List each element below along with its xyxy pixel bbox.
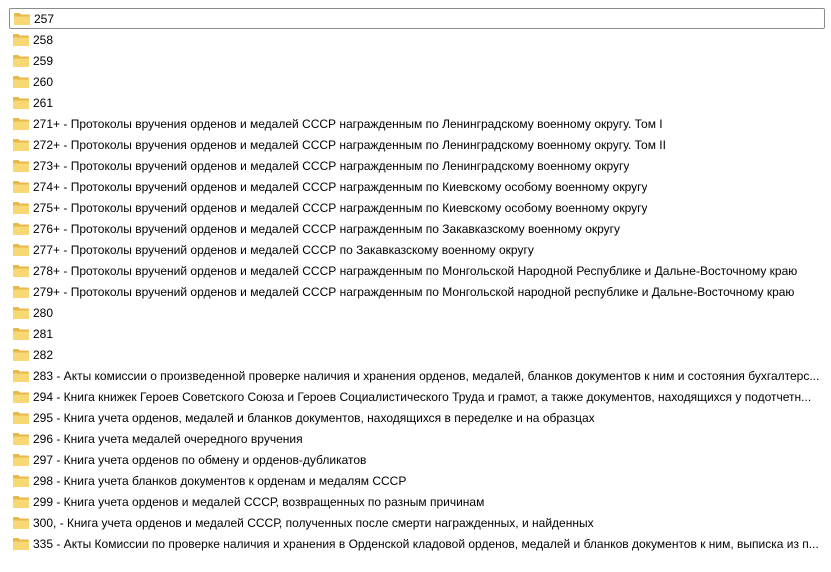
- folder-item-6[interactable]: [9, 134, 825, 155]
- folder-name: 282: [33, 347, 54, 362]
- folder-icon: [12, 348, 30, 362]
- folder-item-22[interactable]: [9, 470, 825, 491]
- folder-name: 261: [33, 95, 54, 110]
- folder-item-23[interactable]: [9, 491, 825, 512]
- folder-icon: [12, 474, 30, 488]
- folder-item-9[interactable]: [9, 197, 825, 218]
- folder-name: 258: [33, 32, 54, 47]
- folder-item-25[interactable]: [9, 533, 825, 554]
- folder-item-2[interactable]: [9, 50, 825, 71]
- folder-icon: [12, 285, 30, 299]
- folder-item-21[interactable]: [9, 449, 825, 470]
- folder-name: 294 - Книга книжек Героев Советского Союза и Героев Социалистического Труда и грамот, а также документов, находящихся у подотчетн...: [33, 389, 812, 404]
- folder-name: 276+ - Протоколы вручений орденов и медалей СССР награжденным по Закавказскому военному округу: [33, 221, 621, 236]
- folder-name: 298 - Книга учета бланков документов к орденам и медалям СССР: [33, 473, 407, 488]
- folder-item-5[interactable]: [9, 113, 825, 134]
- folder-name: 273+ - Протоколы вручений орденов и медалей СССР награжденным по Ленинградскому военному округу: [33, 158, 630, 173]
- folder-icon: [12, 159, 30, 173]
- folder-name: 259: [33, 53, 54, 68]
- folder-item-11[interactable]: [9, 239, 825, 260]
- folder-name: 257: [34, 11, 55, 26]
- folder-icon: [13, 12, 31, 26]
- folder-item-15[interactable]: [9, 323, 825, 344]
- folder-icon: [12, 495, 30, 509]
- folder-name: 271+ - Протоколы вручения орденов и медалей СССР награжденным по Ленинградскому военному округу. Том I: [33, 116, 663, 131]
- folder-name: 297 - Книга учета орденов по обмену и орденов-дубликатов: [33, 452, 367, 467]
- folder-name: 335 - Акты Комиссии по проверке наличия и хранения в Орденской кладовой орденов, медалей и бланков документов к ним, выписка из п...: [33, 536, 819, 551]
- folder-icon: [12, 369, 30, 383]
- folder-item-4[interactable]: [9, 92, 825, 113]
- folder-icon: [12, 54, 30, 68]
- folder-name: 278+ - Протоколы вручений орденов и медалей СССР награжденным по Монгольской Народной Республике и Дальне-Восточному краю: [33, 263, 798, 278]
- folder-icon: [12, 75, 30, 89]
- folder-icon: [12, 453, 30, 467]
- folder-icon: [12, 117, 30, 131]
- folder-icon: [12, 306, 30, 320]
- folder-name: 275+ - Протоколы вручений орденов и медалей СССР награжденным по Киевскому особому военному округу: [33, 200, 648, 215]
- folder-item-14[interactable]: [9, 302, 825, 323]
- folder-name: 300, - Книга учета орденов и медалей СССР, полученных после смерти награжденных, и найденных: [33, 515, 594, 530]
- folder-item-20[interactable]: [9, 428, 825, 449]
- folder-icon: [12, 432, 30, 446]
- folder-name: 296 - Книга учета медалей очередного вручения: [33, 431, 303, 446]
- folder-icon: [12, 327, 30, 341]
- folder-name: 280: [33, 305, 54, 320]
- folder-icon: [12, 201, 30, 215]
- folder-name: 260: [33, 74, 54, 89]
- folder-name: 283 - Акты комиссии о произведенной проверке наличия и хранения орденов, медалей, бланков документов к ним и состояния бухгалтерс...: [33, 368, 820, 383]
- folder-item-3[interactable]: [9, 71, 825, 92]
- folder-icon: [12, 390, 30, 404]
- folder-icon: [12, 411, 30, 425]
- folder-name: 281: [33, 326, 54, 341]
- folder-icon: [12, 516, 30, 530]
- folder-item-0[interactable]: [9, 8, 825, 29]
- folder-item-8[interactable]: [9, 176, 825, 197]
- folder-name: 295 - Книга учета орденов, медалей и бланков документов, находящихся в переделке и на образцах: [33, 410, 595, 425]
- folder-icon: [12, 222, 30, 236]
- folder-name: 272+ - Протоколы вручения орденов и медалей СССР награжденным по Ленинградскому военному округу. Том II: [33, 137, 666, 152]
- folder-item-18[interactable]: [9, 386, 825, 407]
- folder-name: 279+ - Протоколы вручений орденов и медалей СССР награжденным по Монгольской народной республике и Дальне-Восточному краю: [33, 284, 795, 299]
- folder-name: 274+ - Протоколы вручений орденов и медалей СССР награжденным по Киевскому особому военному округу: [33, 179, 648, 194]
- folder-item-1[interactable]: [9, 29, 825, 50]
- folder-item-13[interactable]: [9, 281, 825, 302]
- folder-list: [0, 8, 831, 554]
- folder-item-16[interactable]: [9, 344, 825, 365]
- folder-icon: [12, 243, 30, 257]
- folder-item-17[interactable]: [9, 365, 825, 386]
- folder-icon: [12, 180, 30, 194]
- folder-name: 299 - Книга учета орденов и медалей СССР, возвращенных по разным причинам: [33, 494, 485, 509]
- folder-icon: [12, 537, 30, 551]
- folder-name: 277+ - Протоколы вручений орденов и медалей СССР по Закавказскому военному округу: [33, 242, 534, 257]
- folder-item-24[interactable]: [9, 512, 825, 533]
- folder-icon: [12, 264, 30, 278]
- folder-item-19[interactable]: [9, 407, 825, 428]
- folder-item-7[interactable]: [9, 155, 825, 176]
- folder-item-12[interactable]: [9, 260, 825, 281]
- folder-icon: [12, 96, 30, 110]
- folder-icon: [12, 33, 30, 47]
- folder-item-10[interactable]: [9, 218, 825, 239]
- folder-icon: [12, 138, 30, 152]
